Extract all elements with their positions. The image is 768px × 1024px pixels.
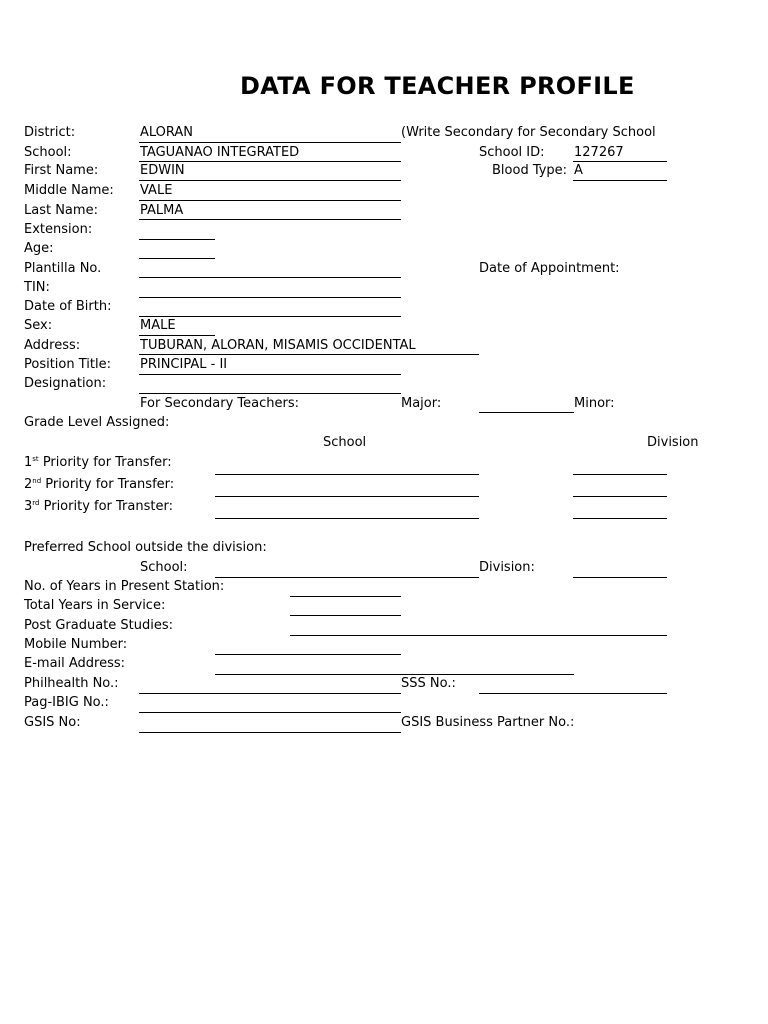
label-outside-school: School: (140, 560, 188, 575)
label-grade-level: Grade Level Assigned: (24, 415, 170, 430)
value-school-id[interactable]: 127267 (574, 145, 624, 160)
column-header-school: School (323, 435, 367, 450)
label-second-priority: 2nd Priority for Transfer: (24, 477, 175, 492)
address-field-line[interactable] (139, 354, 479, 355)
third-priority-school-line[interactable] (215, 518, 479, 519)
label-post-graduate: Post Graduate Studies: (24, 618, 174, 633)
label-philhealth: Philhealth No.: (24, 676, 119, 691)
label-position-title: Position Title: (24, 357, 111, 372)
email-line[interactable] (215, 674, 574, 675)
label-age: Age: (24, 241, 54, 256)
secondary-school-note: (Write Secondary for Secondary School (401, 125, 656, 140)
philhealth-line[interactable] (139, 693, 401, 694)
label-last-name: Last Name: (24, 203, 98, 218)
sss-line[interactable] (479, 693, 667, 694)
label-minor: Minor: (574, 396, 615, 411)
value-sex[interactable]: MALE (140, 318, 176, 333)
last-name-field-line[interactable] (139, 219, 401, 220)
value-position-title[interactable]: PRINCIPAL - II (140, 357, 228, 372)
post-graduate-line[interactable] (290, 635, 667, 636)
label-school-id: School ID: (479, 145, 545, 160)
label-total-years-service: Total Years in Service: (24, 598, 166, 613)
label-date-of-appointment: Date of Appointment: (479, 261, 620, 276)
label-designation: Designation: (24, 376, 107, 391)
label-tin: TIN: (24, 280, 50, 295)
value-blood-type[interactable]: A (574, 163, 583, 178)
outside-school-line[interactable] (215, 577, 479, 578)
position-field-line[interactable] (139, 374, 401, 375)
middle-name-field-line[interactable] (139, 200, 401, 201)
plantilla-field-line[interactable] (139, 277, 401, 278)
label-pagibig: Pag-IBIG No.: (24, 695, 109, 710)
label-outside-division: Division: (479, 560, 535, 575)
label-first-name: First Name: (24, 163, 99, 178)
label-address: Address: (24, 338, 81, 353)
third-priority-division-line[interactable] (573, 518, 667, 519)
blood-type-field-line[interactable] (573, 180, 667, 181)
label-middle-name: Middle Name: (24, 183, 114, 198)
sex-field-line[interactable] (139, 335, 215, 336)
label-date-of-birth: Date of Birth: (24, 299, 112, 314)
label-third-priority: 3rd Priority for Transter: (24, 499, 173, 514)
value-first-name[interactable]: EDWIN (140, 163, 185, 178)
label-first-priority: 1st Priority for Transfer: (24, 455, 172, 470)
label-district: District: (24, 125, 76, 140)
label-extension: Extension: (24, 222, 93, 237)
label-plantilla: Plantilla No. (24, 261, 102, 276)
gsis-line[interactable] (139, 732, 401, 733)
tin-field-line[interactable] (139, 297, 401, 298)
first-name-field-line[interactable] (139, 180, 401, 181)
extension-field-line[interactable] (139, 239, 215, 240)
school-id-field-line[interactable] (573, 161, 667, 162)
value-district[interactable]: ALORAN (140, 125, 194, 140)
total-years-line[interactable] (290, 615, 401, 616)
second-priority-school-line[interactable] (215, 496, 479, 497)
pagibig-line[interactable] (139, 712, 401, 713)
second-priority-division-line[interactable] (573, 496, 667, 497)
date-of-birth-field-line[interactable] (139, 316, 401, 317)
page-title: DATA FOR TEACHER PROFILE (240, 72, 635, 100)
label-preferred-outside: Preferred School outside the division: (24, 540, 267, 555)
value-last-name[interactable]: PALMA (140, 203, 184, 218)
label-sss: SSS No.: (401, 676, 456, 691)
label-years-present-station: No. of Years in Present Station: (24, 579, 225, 594)
column-header-division: Division (647, 435, 699, 450)
major-field-line[interactable] (479, 412, 574, 413)
first-priority-school-line[interactable] (215, 474, 479, 475)
designation-field-line[interactable] (139, 393, 401, 394)
label-blood-type: Blood Type: (492, 163, 568, 178)
label-mobile: Mobile Number: (24, 637, 128, 652)
label-gsis-business-partner: GSIS Business Partner No.: (401, 715, 575, 730)
age-field-line[interactable] (139, 258, 215, 259)
label-major: Major: (401, 396, 442, 411)
years-present-line[interactable] (290, 596, 401, 597)
school-field-line[interactable] (139, 161, 401, 162)
value-school[interactable]: TAGUANAO INTEGRATED (140, 145, 300, 160)
value-address[interactable]: TUBURAN, ALORAN, MISAMIS OCCIDENTAL (140, 338, 416, 353)
value-middle-name[interactable]: VALE (140, 183, 173, 198)
outside-division-line[interactable] (573, 577, 667, 578)
label-school: School: (24, 145, 72, 160)
district-field-line[interactable] (139, 142, 401, 143)
label-gsis: GSIS No: (24, 715, 81, 730)
label-for-secondary: For Secondary Teachers: (140, 396, 300, 411)
label-sex: Sex: (24, 318, 53, 333)
label-email: E-mail Address: (24, 656, 126, 671)
first-priority-division-line[interactable] (573, 474, 667, 475)
mobile-line[interactable] (215, 654, 401, 655)
